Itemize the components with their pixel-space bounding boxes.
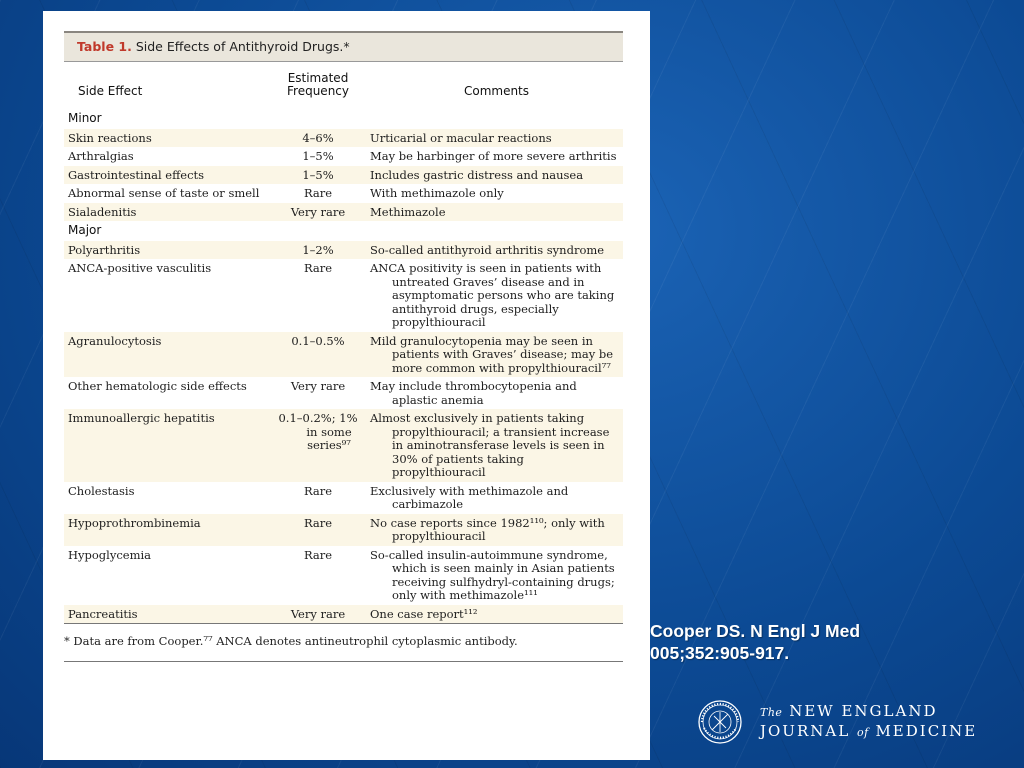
side-effects-table-box xyxy=(64,31,623,662)
table-row xyxy=(64,184,623,203)
side-effect-cell-text: Pancreatitis xyxy=(68,606,138,621)
table-title-bar xyxy=(64,31,623,61)
side-effect-cell xyxy=(64,332,270,378)
table-row xyxy=(64,332,623,378)
comment-cell xyxy=(366,184,623,203)
section-heading-minor: Minor xyxy=(68,111,102,125)
side-effect-cell-text: Immunoallergic hepatitis xyxy=(68,411,215,425)
frequency-cell-text: Rare xyxy=(303,547,333,562)
side-effect-cell-text: Cholestasis xyxy=(68,483,135,498)
comment-cell xyxy=(366,605,623,624)
frequency-cell xyxy=(270,166,366,185)
comment-cell-text: So-called insulin-autoimmune syndrome, which is seen mainly in Asian patients receiving sulfhydryl-containing drugs; only with methimazole¹¹¹ xyxy=(370,547,615,602)
table-row xyxy=(64,203,623,222)
nejm-the: The xyxy=(760,706,783,719)
frequency-cell xyxy=(270,377,366,409)
comment-cell xyxy=(366,241,623,260)
comment-cell xyxy=(366,332,623,378)
frequency-cell xyxy=(270,482,366,514)
side-effect-cell xyxy=(64,514,270,546)
frequency-cell xyxy=(270,184,366,203)
table-header-row xyxy=(64,62,623,110)
table-footnote: * Data are from Cooper.⁷⁷ ANCA denotes antineutrophil cytoplasmic antibody. xyxy=(64,634,518,648)
side-effect-cell-text: Hypoprothrombinemia xyxy=(68,515,201,530)
comment-cell-text: So-called antithyroid arthritis syndrome xyxy=(370,242,605,257)
comment-cell-text: No case reports since 1982¹¹⁰; only with propylthiouracil xyxy=(370,515,605,543)
table-title: Side Effects of Antithyroid Drugs.* xyxy=(135,39,350,54)
header-frequency-line1: Estimated xyxy=(287,71,349,85)
comment-cell xyxy=(366,409,623,482)
table-row xyxy=(64,377,623,409)
side-effect-cell xyxy=(64,482,270,514)
comment-cell-text: May include thrombocytopenia and aplastic anemia xyxy=(370,379,577,407)
section-heading-row xyxy=(64,109,623,129)
minor-section xyxy=(64,109,623,221)
frequency-cell xyxy=(270,203,366,222)
frequency-cell-text: Rare xyxy=(303,261,333,275)
nejm-wordmark xyxy=(760,702,977,742)
table-row xyxy=(64,605,623,624)
table-row xyxy=(64,166,623,185)
frequency-cell-text: 1–5% xyxy=(302,149,334,163)
header-frequency xyxy=(270,62,366,110)
comment-cell xyxy=(366,129,623,148)
table-row xyxy=(64,514,623,546)
table-row xyxy=(64,409,623,482)
comment-cell-text: Almost exclusively in patients taking propylthiouracil; a transient increase in aminotransferase levels is seen in 30% of patients taking propylthiouracil xyxy=(370,411,610,479)
citation-line1: Cooper DS. N Engl J Med xyxy=(650,621,861,641)
citation-line2: 005;352:905-917. xyxy=(650,643,790,663)
side-effect-cell-text: Other hematologic side effects xyxy=(68,379,247,393)
comment-cell-text: Mild granulocytopenia may be seen in patients with Graves’ disease; may be more common with propylthiouracil⁷⁷ xyxy=(370,333,614,375)
comment-cell-text: ANCA positivity is seen in patients with untreated Graves’ disease and in asymptomatic persons who are taking antithyroid drugs, especially propylthiouracil xyxy=(370,261,615,329)
side-effect-cell xyxy=(64,377,270,409)
table-row xyxy=(64,482,623,514)
frequency-cell xyxy=(270,546,366,605)
side-effect-cell xyxy=(64,605,270,624)
comment-cell-text: Methimazole xyxy=(370,204,446,219)
nejm-line2-of: of xyxy=(856,726,869,739)
comment-cell xyxy=(366,377,623,409)
table-row xyxy=(64,259,623,332)
side-effect-cell-text: ANCA-positive vasculitis xyxy=(68,261,212,275)
section-heading-row xyxy=(64,221,623,241)
header-comments: Comments xyxy=(366,62,623,110)
side-effect-cell xyxy=(64,203,270,222)
table-row xyxy=(64,241,623,260)
side-effect-cell xyxy=(64,166,270,185)
frequency-cell-text: Rare xyxy=(303,186,333,200)
footnote-rule xyxy=(64,648,623,662)
comment-cell xyxy=(366,166,623,185)
section-heading-major: Major xyxy=(68,223,102,237)
comment-cell-text: One case report¹¹² xyxy=(370,606,478,621)
comment-cell xyxy=(366,546,623,605)
comment-cell xyxy=(366,147,623,166)
side-effect-cell-text: Arthralgias xyxy=(68,149,134,163)
frequency-cell xyxy=(270,409,366,482)
nejm-line2-medicine: MEDICINE xyxy=(875,722,978,740)
nejm-line1: NEW ENGLAND xyxy=(789,702,938,720)
frequency-cell xyxy=(270,514,366,546)
side-effect-cell xyxy=(64,546,270,605)
frequency-cell-text: Very rare xyxy=(290,606,346,621)
header-frequency-line2: Frequency xyxy=(287,84,349,98)
comment-cell-text: Urticarial or macular reactions xyxy=(370,130,552,145)
side-effect-cell-text: Agranulocytosis xyxy=(68,333,162,348)
side-effect-cell-text: Gastrointestinal effects xyxy=(68,167,205,182)
side-effect-cell xyxy=(64,409,270,482)
side-effect-cell-text: Abnormal sense of taste or smell xyxy=(68,186,260,200)
frequency-cell xyxy=(270,605,366,624)
side-effect-cell-text: Hypoglycemia xyxy=(68,547,152,562)
header-side-effect: Side Effect xyxy=(64,62,270,110)
frequency-cell xyxy=(270,241,366,260)
frequency-cell-text: Very rare xyxy=(290,379,346,393)
side-effect-cell xyxy=(64,184,270,203)
frequency-cell-text: 0.1–0.5% xyxy=(291,333,345,348)
comment-cell xyxy=(366,482,623,514)
frequency-cell-text: 1–5% xyxy=(302,167,334,182)
table-label: Table 1. xyxy=(77,39,132,54)
side-effect-cell xyxy=(64,129,270,148)
side-effect-cell xyxy=(64,241,270,260)
comment-cell xyxy=(366,259,623,332)
table-image-panel xyxy=(43,11,650,760)
frequency-cell xyxy=(270,259,366,332)
comment-cell-text: Includes gastric distress and nausea xyxy=(370,167,584,182)
citation-text xyxy=(650,620,950,664)
side-effect-cell-text: Polyarthritis xyxy=(68,242,141,257)
nejm-line2-journal: JOURNAL xyxy=(760,722,851,740)
frequency-cell xyxy=(270,147,366,166)
frequency-cell-text: 0.1–0.2%; 1% in some series⁹⁷ xyxy=(278,411,358,452)
side-effects-table xyxy=(64,61,623,624)
nejm-seal-logo xyxy=(698,700,742,744)
side-effect-cell-text: Sialadenitis xyxy=(68,204,137,219)
table-row xyxy=(64,147,623,166)
side-effect-cell-text: Skin reactions xyxy=(68,130,152,145)
comment-cell-text: With methimazole only xyxy=(370,186,504,200)
comment-cell xyxy=(366,203,623,222)
comment-cell-text: Exclusively with methimazole and carbimazole xyxy=(370,483,569,511)
side-effect-cell xyxy=(64,147,270,166)
frequency-cell xyxy=(270,129,366,148)
comment-cell-text: May be harbinger of more severe arthritis xyxy=(370,149,617,163)
frequency-cell-text: Rare xyxy=(303,483,333,498)
table-row xyxy=(64,546,623,605)
frequency-cell xyxy=(270,332,366,378)
frequency-cell-text: Rare xyxy=(303,515,333,530)
comment-cell xyxy=(366,514,623,546)
major-section xyxy=(64,221,623,624)
frequency-cell-text: 4–6% xyxy=(302,130,334,145)
side-effect-cell xyxy=(64,259,270,332)
frequency-cell-text: 1–2% xyxy=(302,242,334,257)
frequency-cell-text: Very rare xyxy=(290,204,346,219)
table-row xyxy=(64,129,623,148)
